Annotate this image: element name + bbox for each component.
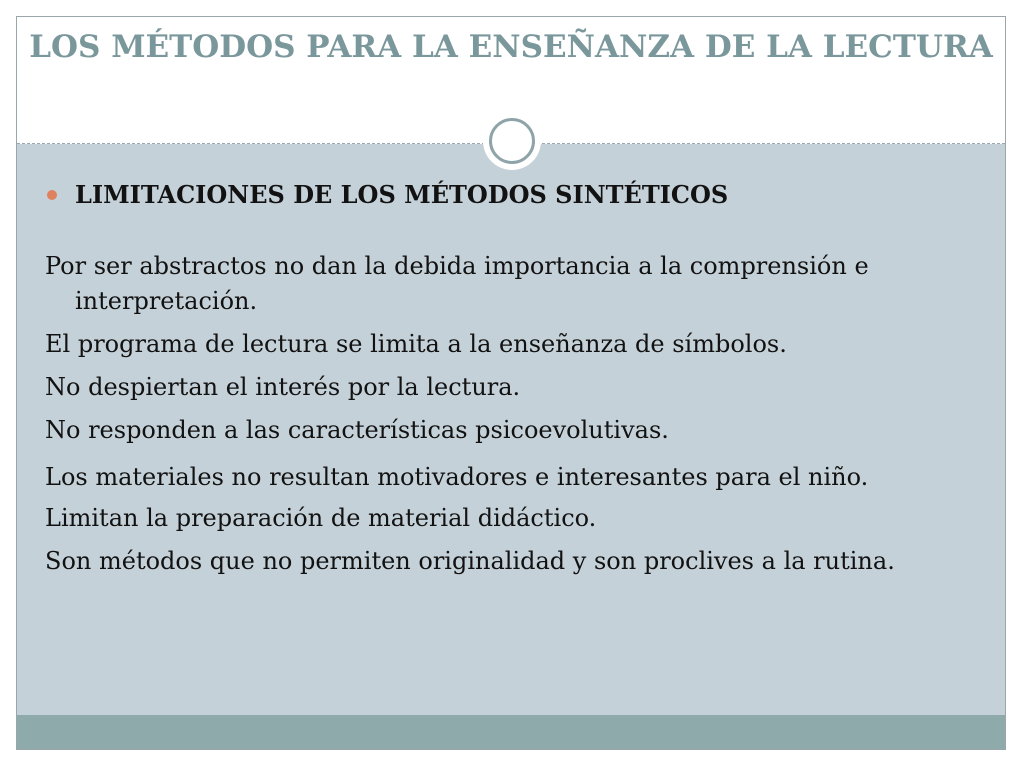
ornament-ring [489,118,535,164]
slide-content [45,175,975,587]
list-item: Los materiales no resultan motivadores e interesantes para el niño. [45,463,869,491]
list-item: No responden a las características psicoevolutivas. [45,416,669,444]
limitations-list [45,249,975,579]
footer-bar [17,715,1005,749]
list-item: No despiertan el interés por la lectura. [45,373,521,401]
bullet-dot-icon [47,190,57,200]
section-heading-text: LIMITACIONES DE LOS MÉTODOS SINTÉTICOS [75,180,729,209]
ring-ornament-icon [483,112,541,170]
slide-title: LOS MÉTODOS PARA LA ENSEÑANZA DE LA LECTURA [29,29,993,65]
list-item: Son métodos que no permiten originalidad y son proclives a la rutina. [45,547,895,575]
section-heading [45,175,975,215]
list-item: El programa de lectura se limita a la enseñanza de símbolos. [45,330,787,358]
slide [16,16,1006,750]
list-item: Por ser abstractos no dan la debida importancia a la comprensión e interpretación. [45,252,869,315]
list-item: Limitan la preparación de material didáctico. [45,504,597,532]
